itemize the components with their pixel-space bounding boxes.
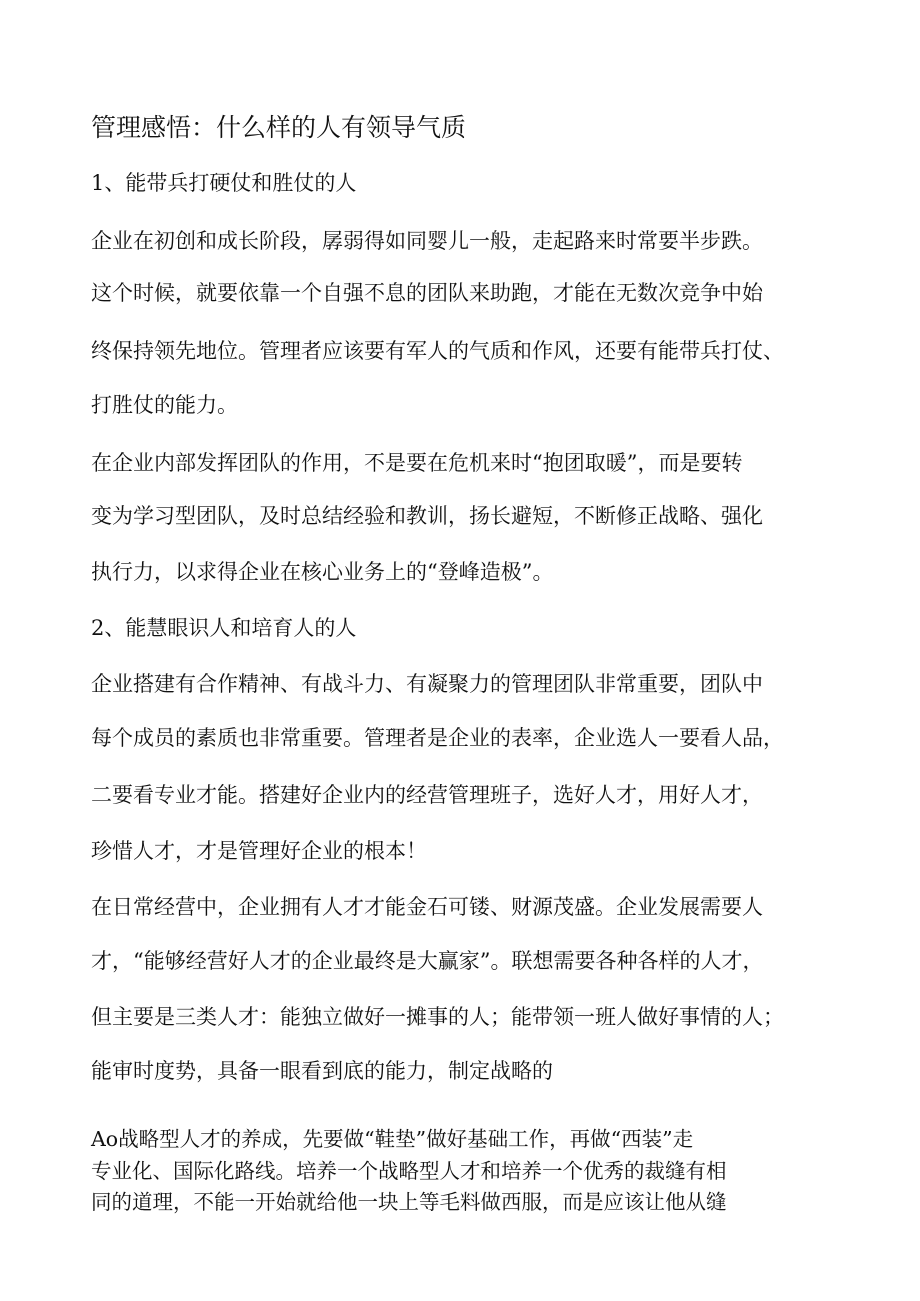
paragraph-line: 在日常经营中，企业拥有人才才能金石可镂、财源茂盛。企业发展需要人 [91, 895, 763, 919]
paragraph-line: 打胜仗的能力。 [91, 393, 238, 417]
paragraph-line: 企业搭建有合作精神、有战斗力、有凝聚力的管理团队非常重要，团队中 [91, 672, 763, 696]
paragraph-line: 同的道理，不能一开始就给他一块上等毛料做西服，而是应该让他从缝 [91, 1190, 727, 1214]
section-heading-1: 1、能带兵打硬仗和胜仗的人 [91, 171, 357, 195]
paragraph-line: 终保持领先地位。管理者应该要有军人的气质和作风，还要有能带兵打仗、 [91, 339, 784, 363]
paragraph-line: 才，“能够经营好人才的企业最终是大赢家”。联想需要各种各样的人才， [91, 949, 764, 973]
paragraph-line: Ao战略型人才的养成，先要做“鞋垫”做好基础工作，再做“西装”走 [91, 1127, 694, 1151]
paragraph-line: 企业在初创和成长阶段，孱弱得如同婴儿一般，走起路来时常要半步跌。 [91, 229, 763, 253]
paragraph-line: 在企业内部发挥团队的作用，不是要在危机来时“抱团取暖”，而是要转 [91, 451, 743, 475]
paragraph-line: 能审时度势，具备一眼看到底的能力，制定战略的 [91, 1059, 553, 1083]
paragraph-line: 珍惜人才，才是管理好企业的根本！ [91, 839, 427, 863]
paragraph-line: 执行力，以求得企业在核心业务上的“登峰造极”。 [91, 560, 554, 584]
document-title: 管理感悟：什么样的人有领导气质 [91, 113, 467, 142]
paragraph-line: 但主要是三类人才：能独立做好一摊事的人；能带领一班人做好事情的人； [91, 1005, 784, 1029]
paragraph-line: 每个成员的素质也非常重要。管理者是企业的表率，企业选人一要看人品， [91, 726, 784, 750]
paragraph-line: 二要看专业才能。搭建好企业内的经营管理班子，选好人才，用好人才， [91, 783, 763, 807]
paragraph-line: 专业化、国际化路线。培养一个战略型人才和培养一个优秀的裁缝有相 [91, 1159, 727, 1183]
paragraph-line: 这个时候，就要依靠一个自强不息的团队来助跑，才能在无数次竞争中始 [91, 281, 763, 305]
paragraph-line: 变为学习型团队，及时总结经验和教训，扬长避短，不断修正战略、强化 [91, 504, 763, 528]
section-heading-2: 2、能慧眼识人和培育人的人 [91, 616, 357, 640]
